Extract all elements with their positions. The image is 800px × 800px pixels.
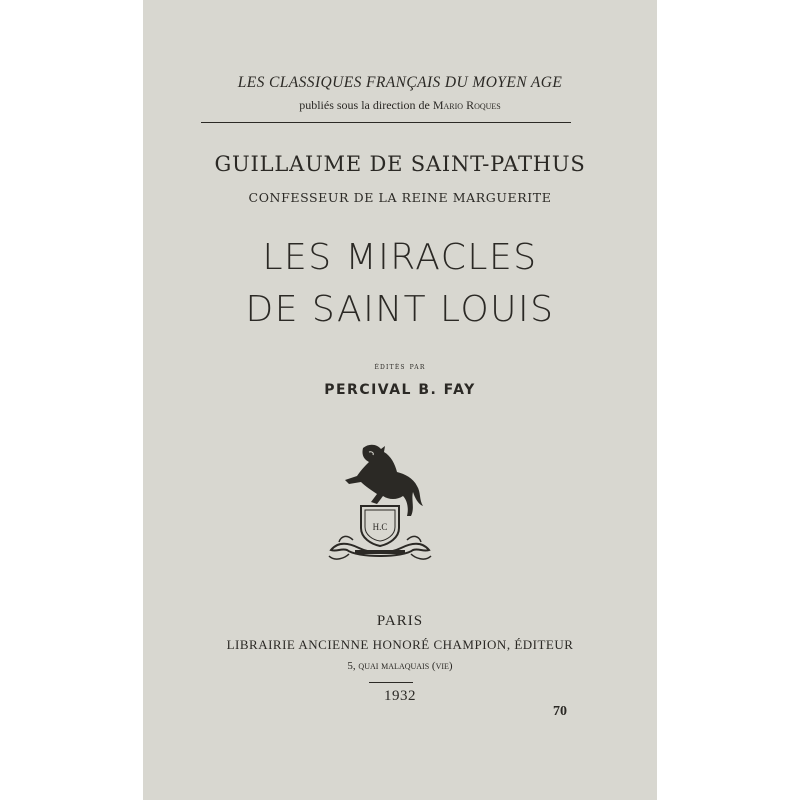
series-editor-prefix: publiés sous la direction de xyxy=(299,98,430,112)
book-title-line-1: LES MIRACLES xyxy=(262,237,538,278)
emblem-monogram: H.C xyxy=(372,522,388,532)
author-role: CONFESSEUR DE LA REINE MARGUERITE xyxy=(248,190,552,205)
series-title: LES CLASSIQUES FRANÇAIS DU MOYEN AGE xyxy=(237,74,563,91)
year-rule xyxy=(369,682,413,683)
series-editor-line xyxy=(143,98,657,113)
book-title-line-2: DE SAINT LOUIS xyxy=(245,289,555,330)
author-name: GUILLAUME DE SAINT-PATHUS xyxy=(214,152,586,176)
series-editor-name: Mario Roques xyxy=(432,98,501,112)
book-cover-page xyxy=(143,0,657,800)
volume-number: 70 xyxy=(553,704,567,719)
header-rule xyxy=(201,122,571,123)
horse-monogram-emblem-icon xyxy=(325,440,435,570)
publication-year: 1932 xyxy=(384,688,416,704)
publisher-address: 5, quai malaquais (vie) xyxy=(347,660,453,672)
publisher-name: LIBRAIRIE ANCIENNE HONORÉ CHAMPION, ÉDITEUR xyxy=(226,637,574,652)
publication-place: PARIS xyxy=(376,613,424,629)
edited-by-label: éditès par xyxy=(374,362,426,372)
editor-name: PERCIVAL B. FAY xyxy=(324,382,476,398)
